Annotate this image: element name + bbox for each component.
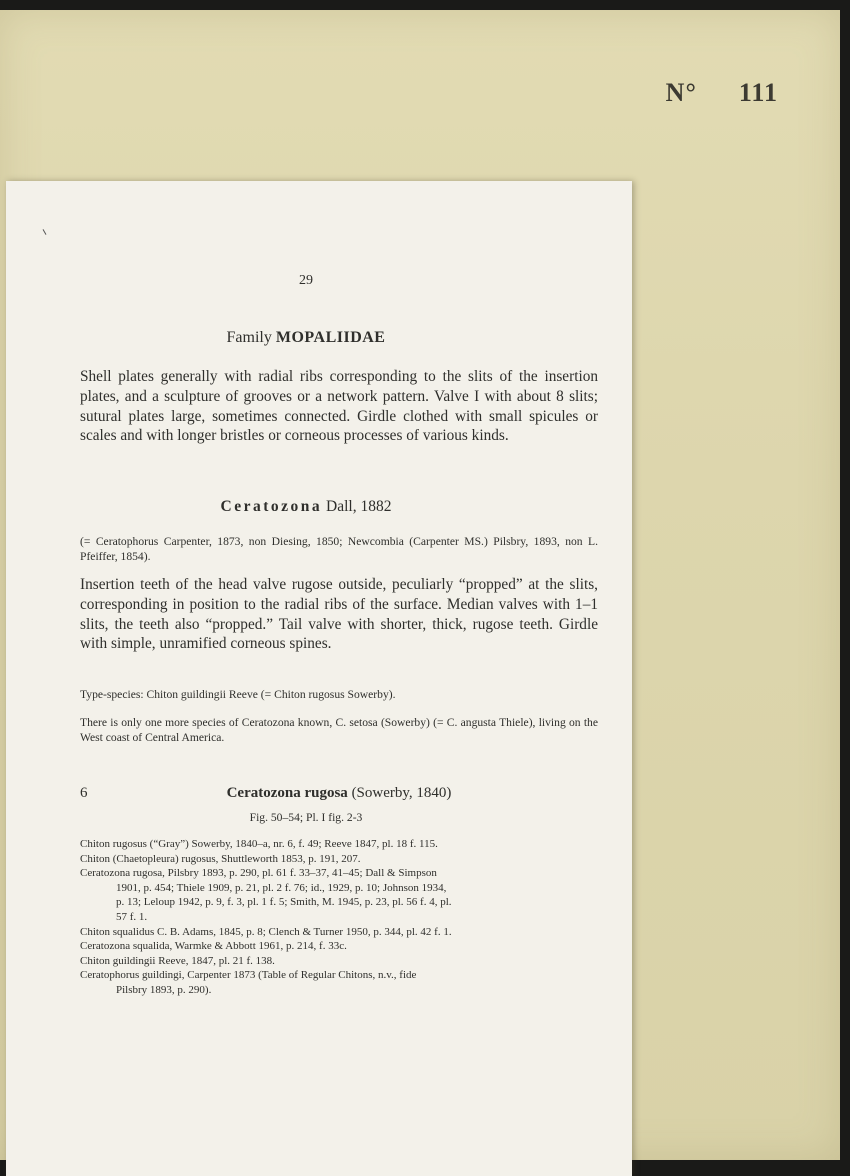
issue-number [666, 78, 778, 108]
page-number: 29 [299, 273, 313, 288]
reference-line: Ceratozona squalida, Warmke & Abbott 1961, p. 214, f. 33c. [80, 940, 347, 953]
genus-description: Insertion teeth of the head valve rugose outside, peculiarly “propped” at the slits, corresponding in position to the radial ribs of the surface. Median valves with 1–1 slits, the teeth also “propped.” Tail valve with shorter, thick, rugose teeth. Girdle with simple, unramified corneous spines. [80, 576, 598, 653]
species-title [80, 785, 598, 802]
genus-note: There is only one more species of Ceratozona known, C. setosa (Sowerby) (= C. angusta Thiele), living on the West coast of Central America. [80, 716, 598, 745]
reference-line: 57 f. 1. [116, 910, 148, 923]
family-name: MOPALIIDAE [275, 329, 386, 346]
reference-line: p. 13; Leloup 1942, p. 9, f. 3, pl. 1 f. 5; Smith, M. 1945, p. 23, pl. 56 f. 4, pl. [116, 896, 452, 909]
reference-line: Chiton (Chaetopleura) rugosus, Shuttleworth 1853, p. 191, 207. [80, 852, 361, 865]
genus-author: Dall, 1882 [326, 498, 392, 515]
family-description: Shell plates generally with radial ribs corresponding to the slits of the insertion plates, and a sculpture of grooves or a network pattern. Valve I with about 8 slits; sutural plates large, sometimes connected. Girdle clothed with small spicules or scales and with longer bristles or corneous processes of various kinds. [80, 368, 598, 445]
type-species: Type-species: Chiton guildingii Reeve (= Chiton rugosus Sowerby). [80, 688, 396, 701]
reference-line: Chiton rugosus (“Gray”) Sowerby, 1840–a, nr. 6, f. 49; Reeve 1847, pl. 18 f. 115. [80, 838, 438, 850]
species-number: 6 [80, 785, 88, 801]
family-heading [6, 329, 606, 347]
issue-number-value: 111 [738, 78, 778, 107]
figure-references: Fig. 50–54; Pl. I fig. 2-3 [249, 811, 363, 824]
reference-line: Ceratozona rugosa, Pilsbry 1893, p. 290, pl. 61 f. 33–37, 41–45; Dall & Simpson [80, 867, 437, 880]
reference-line: 1901, p. 454; Thiele 1909, p. 21, pl. 2 f. 76; id., 1929, p. 10; Johnson 1934, [116, 881, 447, 894]
genus-name: Ceratozona [220, 498, 323, 515]
genus-synonyms: (= Ceratophorus Carpenter, 1873, non Diesing, 1850; Newcombia (Carpenter MS.) Pilsbry, 1893, non L. Pfeiffer, 1854). [80, 535, 598, 564]
issue-number-prefix: N° [665, 78, 697, 107]
species-name: Ceratozona rugosa [226, 785, 348, 801]
species-author: (Sowerby, 1840) [351, 785, 452, 801]
family-prefix: Family [226, 329, 272, 346]
synonymy-list [80, 837, 540, 998]
genus-heading [6, 498, 606, 516]
front-page [6, 181, 632, 1176]
reference-line: Chiton squalidus C. B. Adams, 1845, p. 8; Clench & Turner 1950, p. 344, pl. 42 f. 1. [80, 925, 452, 938]
stray-mark [43, 229, 47, 235]
reference-line: Pilsbry 1893, p. 290). [116, 983, 212, 996]
reference-line: Chiton guildingii Reeve, 1847, pl. 21 f. 138. [80, 954, 275, 967]
reference-line: Ceratophorus guildingi, Carpenter 1873 (Table of Regular Chitons, n.v., fide [80, 969, 417, 982]
